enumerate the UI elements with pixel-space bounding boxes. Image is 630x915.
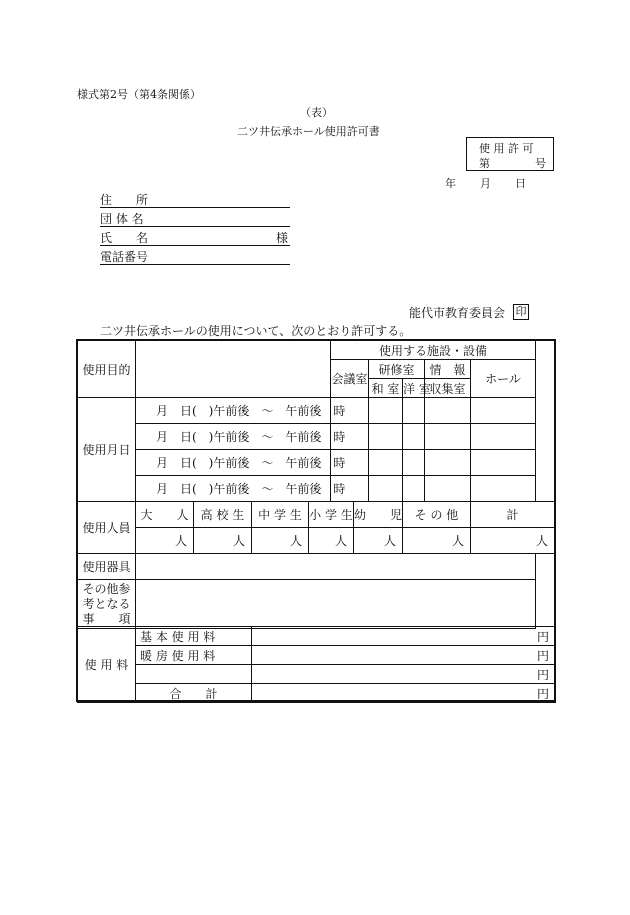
check-info[interactable] [425,398,471,424]
name-label: 氏 名 [100,231,149,245]
check-info[interactable] [425,476,471,502]
issuer-name: 能代市教育委員会 [409,306,506,320]
group-field[interactable] [100,210,290,227]
equipment-value[interactable] [136,554,536,580]
check-japanese[interactable] [369,424,403,450]
check-western[interactable] [403,450,425,476]
permit-label: 使 用 許 可 [479,142,534,155]
people-count[interactable]: 人 [309,528,354,554]
check-hall[interactable] [471,398,536,424]
total-fee-label: 合 計 [136,684,252,703]
people-count[interactable]: 人 [354,528,403,554]
time-row[interactable]: 月 日( )午前後 ～ 午前後 時 [136,398,331,424]
permit-no-prefix: 第 [479,157,490,170]
purpose-value[interactable] [136,341,331,398]
check-western[interactable] [403,424,425,450]
purpose-label: 使用目的 [78,341,136,398]
people-col-elementary: 小 学 生 [309,502,354,528]
name-suffix: 様 [275,231,288,245]
check-japanese[interactable] [369,398,403,424]
time-row[interactable]: 月 日( )午前後 ～ 午前後 時 [136,450,331,476]
people-count[interactable]: 人 [471,528,555,554]
permit-statement: 二ツ井伝承ホールの使用について、次のとおり許可する。 [100,324,412,338]
seal-mark: 印 [513,304,529,320]
check-western[interactable] [403,476,425,502]
check-japanese[interactable] [369,476,403,502]
check-info[interactable] [425,450,471,476]
people-count[interactable]: 人 [194,528,252,554]
people-col-infant: 幼 児 [354,502,403,528]
time-row[interactable]: 月 日( )午前後 ～ 午前後 時 [136,424,331,450]
western-room-label: 洋 室 [403,379,425,398]
permit-number-box [466,137,554,171]
address-label: 住 所 [100,193,149,207]
date-day: 日 [515,177,526,190]
heating-fee-label: 暖 房 使 用 料 [136,646,252,665]
people-count[interactable]: 人 [252,528,309,554]
people-col-middle: 中 学 生 [252,502,309,528]
info-room-label-b: 収集室 [425,379,471,398]
phone-label: 電話番号 [100,250,149,264]
total-fee-value[interactable]: 円 [252,684,556,703]
check-hall[interactable] [471,476,536,502]
form-number: 様式第2号（第4条関係） [77,88,201,101]
people-col-other: そ の 他 [403,502,471,528]
check-western[interactable] [403,398,425,424]
usage-date-label: 使用月日 [78,398,136,502]
other-notes-line: 考となる [82,596,131,611]
people-count[interactable]: 人 [403,528,471,554]
date-month: 月 [480,177,491,190]
check-info[interactable] [425,424,471,450]
other-notes-value[interactable] [136,580,536,629]
japanese-room-label: 和 室 [369,379,403,398]
info-room-label-a: 情 報 [425,360,471,379]
check-japanese[interactable] [369,450,403,476]
people-col-adult: 大 人 [136,502,194,528]
group-label: 団 体 名 [100,212,144,226]
address-field[interactable] [100,191,290,208]
basic-fee-value[interactable]: 円 [252,627,556,646]
phone-field[interactable] [100,248,290,265]
name-field[interactable] [100,229,290,246]
facilities-header: 使用する施設・設備 [331,341,536,360]
side-label: （表） [300,106,333,119]
check-hall[interactable] [471,424,536,450]
permit-no-suffix: 号 [535,157,546,170]
other-notes-line: その他参 [82,581,131,596]
hall-label: ホール [471,360,536,398]
check-hall[interactable] [471,450,536,476]
fee-label: 使 用 料 [78,627,136,703]
other-notes-line: 事 項 [82,611,131,626]
time-row[interactable]: 月 日( )午前後 ～ 午前後 時 [136,476,331,502]
basic-fee-label: 基 本 使 用 料 [136,627,252,646]
equipment-label: 使用器具 [78,554,136,580]
extra-fee-value[interactable]: 円 [252,665,556,684]
training-room-label: 研修室 [369,360,425,379]
extra-fee-label[interactable] [136,665,252,684]
people-col-total: 計 [471,502,555,528]
heating-fee-value[interactable]: 円 [252,646,556,665]
people-col-high: 高 校 生 [194,502,252,528]
people-count[interactable]: 人 [136,528,194,554]
fee-table [77,626,556,703]
meeting-room-label: 会議室 [331,360,369,398]
people-label: 使用人員 [78,502,136,554]
other-notes-label [78,580,136,629]
date-year: 年 [445,177,456,190]
document-title: 二ツ井伝承ホール使用許可書 [237,125,380,138]
usage-table [77,340,555,629]
